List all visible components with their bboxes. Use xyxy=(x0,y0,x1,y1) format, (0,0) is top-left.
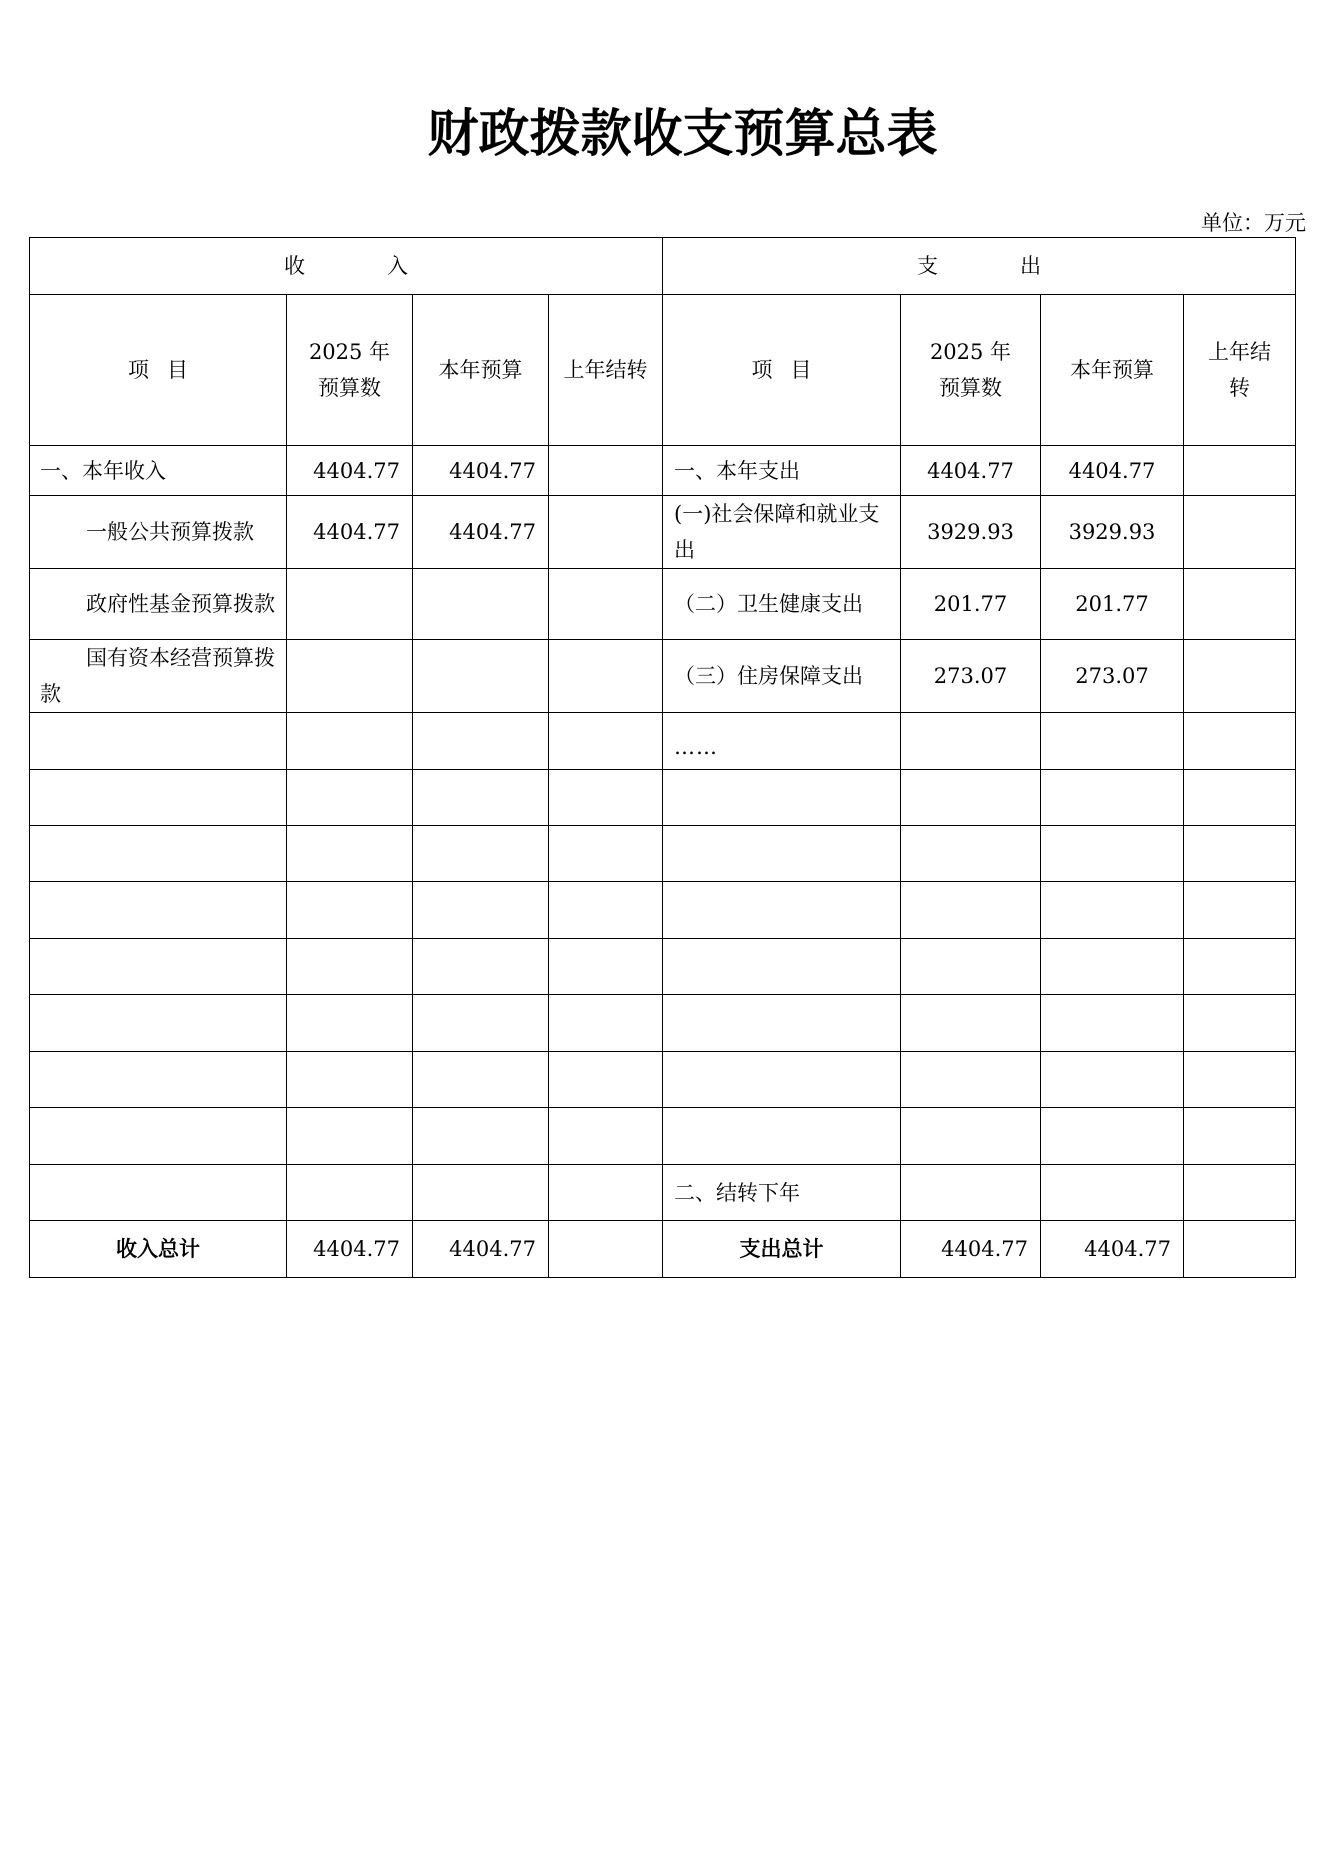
expense-total-current: 4404.77 xyxy=(1041,1221,1184,1278)
income-2025-header-line1: 2025 年 xyxy=(308,340,391,364)
income-2025-value: 4404.77 xyxy=(287,446,413,496)
empty-cell xyxy=(901,770,1041,826)
expense-2025-budget-header xyxy=(901,295,1041,446)
empty-cell xyxy=(287,939,413,995)
empty-cell xyxy=(901,1108,1041,1165)
income-2025-budget-header xyxy=(287,295,413,446)
income-current-value: 4404.77 xyxy=(413,446,549,496)
expense-total-2025: 4404.77 xyxy=(901,1221,1041,1278)
empty-cell xyxy=(1184,770,1296,826)
table-row xyxy=(30,995,1296,1052)
table-row xyxy=(30,826,1296,882)
empty-cell xyxy=(287,1108,413,1165)
income-current-value xyxy=(413,569,549,640)
table-row xyxy=(30,496,1296,569)
expense-item: （三）住房保障支出 xyxy=(663,640,901,713)
empty-cell xyxy=(549,826,663,882)
empty-cell xyxy=(1041,826,1184,882)
expense-carryover-header-line2: 转 xyxy=(1229,376,1250,400)
expense-header-char-2: 出 xyxy=(1020,254,1041,278)
empty-cell xyxy=(287,882,413,939)
empty-cell xyxy=(901,939,1041,995)
empty-cell xyxy=(413,1052,549,1108)
empty-cell xyxy=(30,995,287,1052)
empty-cell xyxy=(663,826,901,882)
income-item-header xyxy=(30,295,287,446)
empty-cell xyxy=(1041,1108,1184,1165)
income-item: 政府性基金预算拨款 xyxy=(30,569,287,640)
empty-cell xyxy=(30,1165,287,1221)
empty-cell xyxy=(901,1052,1041,1108)
expense-item: …… xyxy=(663,713,901,770)
income-carryover-value xyxy=(549,569,663,640)
empty-cell xyxy=(1041,1165,1184,1221)
empty-cell xyxy=(549,770,663,826)
empty-cell xyxy=(1184,826,1296,882)
table-row xyxy=(30,446,1296,496)
expense-total-carryover xyxy=(1184,1221,1296,1278)
expense-item-header xyxy=(663,295,901,446)
income-total-current: 4404.77 xyxy=(413,1221,549,1278)
empty-cell xyxy=(549,1165,663,1221)
empty-cell xyxy=(901,1165,1041,1221)
table-row xyxy=(30,1165,1296,1221)
income-2025-value: 4404.77 xyxy=(287,496,413,569)
empty-cell xyxy=(413,1108,549,1165)
income-carryover-value xyxy=(549,640,663,713)
empty-cell xyxy=(663,770,901,826)
expense-2025-header-line1: 2025 年 xyxy=(929,340,1012,364)
empty-cell xyxy=(30,939,287,995)
income-total-2025: 4404.77 xyxy=(287,1221,413,1278)
empty-cell xyxy=(413,770,549,826)
empty-cell xyxy=(413,1165,549,1221)
expense-2025-value xyxy=(901,713,1041,770)
income-item: 国有资本经营预算拨款 xyxy=(30,640,287,713)
income-carryover-value xyxy=(549,496,663,569)
empty-cell xyxy=(1041,1052,1184,1108)
income-current-value: 4404.77 xyxy=(413,496,549,569)
empty-cell xyxy=(901,826,1041,882)
expense-carryover-value xyxy=(1184,569,1296,640)
income-item: 一、本年收入 xyxy=(30,446,287,496)
expense-carryover-value xyxy=(1184,446,1296,496)
empty-cell xyxy=(901,995,1041,1052)
empty-cell xyxy=(663,995,901,1052)
table-row xyxy=(30,770,1296,826)
table-row xyxy=(30,640,1296,713)
empty-cell xyxy=(1184,1052,1296,1108)
empty-cell xyxy=(413,713,549,770)
income-item-header-char-2: 目 xyxy=(167,358,188,382)
empty-cell xyxy=(1184,939,1296,995)
expense-2025-value: 273.07 xyxy=(901,640,1041,713)
table-row xyxy=(30,569,1296,640)
empty-cell xyxy=(1041,995,1184,1052)
empty-cell xyxy=(30,882,287,939)
column-header-row xyxy=(30,295,1296,446)
expense-item: （二）卫生健康支出 xyxy=(663,569,901,640)
expense-total-label: 支出总计 xyxy=(663,1221,901,1278)
empty-cell xyxy=(413,939,549,995)
expense-current-value: 201.77 xyxy=(1041,569,1184,640)
empty-cell xyxy=(1184,1108,1296,1165)
table-row xyxy=(30,939,1296,995)
empty-cell xyxy=(549,713,663,770)
empty-cell xyxy=(413,882,549,939)
empty-cell xyxy=(413,826,549,882)
income-2025-header-line2: 预算数 xyxy=(318,376,381,400)
empty-cell xyxy=(549,882,663,939)
empty-cell xyxy=(663,1052,901,1108)
empty-cell xyxy=(287,995,413,1052)
expense-header-char-1: 支 xyxy=(917,254,938,278)
income-header-char-1: 收 xyxy=(284,254,305,278)
empty-cell xyxy=(549,1052,663,1108)
totals-row xyxy=(30,1221,1296,1278)
expense-current-value xyxy=(1041,713,1184,770)
income-section-header xyxy=(30,238,663,295)
expense-2025-value: 201.77 xyxy=(901,569,1041,640)
income-item-header-char-1: 项 xyxy=(128,358,149,382)
empty-cell xyxy=(1041,939,1184,995)
expense-item-header-char-1: 项 xyxy=(751,358,773,382)
page-title: 财政拨款收支预算总表 xyxy=(427,104,938,164)
empty-cell xyxy=(413,995,549,1052)
table-row xyxy=(30,1052,1296,1108)
empty-cell xyxy=(549,995,663,1052)
empty-cell xyxy=(30,770,287,826)
table-row xyxy=(30,1108,1296,1165)
expense-current-budget-header: 本年预算 xyxy=(1041,295,1184,446)
income-item: 一般公共预算拨款 xyxy=(30,496,287,569)
expense-carryover-header-line1: 上年结 xyxy=(1208,340,1271,364)
table-row xyxy=(30,882,1296,939)
income-total-label: 收入总计 xyxy=(30,1221,287,1278)
empty-cell xyxy=(287,1165,413,1221)
empty-cell xyxy=(287,826,413,882)
empty-cell xyxy=(287,770,413,826)
budget-table xyxy=(29,237,1296,1278)
empty-cell xyxy=(1184,995,1296,1052)
income-carryover-header: 上年结转 xyxy=(549,295,663,446)
expense-item-header-char-2: 目 xyxy=(790,358,812,382)
expense-current-value: 3929.93 xyxy=(1041,496,1184,569)
income-current-value xyxy=(413,640,549,713)
empty-cell xyxy=(30,826,287,882)
carry-next-year-label: 二、结转下年 xyxy=(663,1165,901,1221)
expense-item: 一、本年支出 xyxy=(663,446,901,496)
income-header-char-2: 入 xyxy=(387,254,408,278)
empty-cell xyxy=(30,1052,287,1108)
empty-cell xyxy=(1184,1165,1296,1221)
empty-cell xyxy=(549,939,663,995)
expense-item: (一)社会保障和就业支出 xyxy=(663,496,901,569)
expense-carryover-header xyxy=(1184,295,1296,446)
empty-cell xyxy=(901,882,1041,939)
section-header-row xyxy=(30,238,1296,295)
empty-cell xyxy=(663,882,901,939)
empty-cell xyxy=(663,1108,901,1165)
empty-cell xyxy=(287,713,413,770)
table-row xyxy=(30,713,1296,770)
empty-cell xyxy=(30,1108,287,1165)
expense-2025-value: 3929.93 xyxy=(901,496,1041,569)
expense-current-value: 273.07 xyxy=(1041,640,1184,713)
expense-carryover-value xyxy=(1184,496,1296,569)
empty-cell xyxy=(1184,882,1296,939)
empty-cell xyxy=(549,1108,663,1165)
expense-2025-value: 4404.77 xyxy=(901,446,1041,496)
empty-cell xyxy=(287,1052,413,1108)
unit-label: 单位：万元 xyxy=(1201,211,1306,235)
income-2025-value xyxy=(287,569,413,640)
empty-cell xyxy=(30,713,287,770)
empty-cell xyxy=(1041,882,1184,939)
income-current-budget-header: 本年预算 xyxy=(413,295,549,446)
expense-current-value: 4404.77 xyxy=(1041,446,1184,496)
expense-2025-header-line2: 预算数 xyxy=(939,376,1002,400)
income-total-carryover xyxy=(549,1221,663,1278)
expense-section-header xyxy=(663,238,1296,295)
empty-cell xyxy=(663,939,901,995)
empty-cell xyxy=(1041,770,1184,826)
income-2025-value xyxy=(287,640,413,713)
expense-carryover-value xyxy=(1184,640,1296,713)
expense-carryover-value xyxy=(1184,713,1296,770)
income-carryover-value xyxy=(549,446,663,496)
